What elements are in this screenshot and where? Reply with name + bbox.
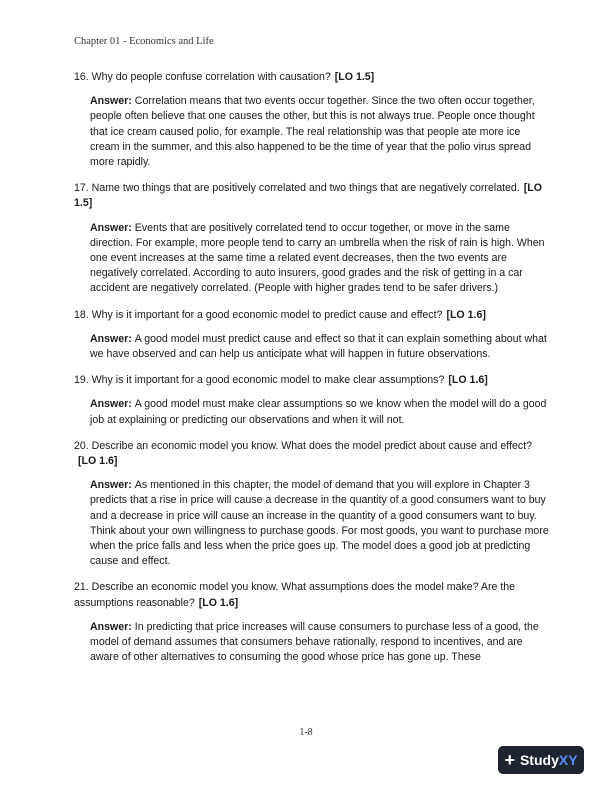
answer xyxy=(90,620,550,666)
answer-text: Events that are positively correlated tend to occur together, or move in the same direction. For example, more people tend to carry an umbrella when the risk of rain is high. When one event increases at the same time a related event decreases, then the two events are negatively correlated. According to auto insurers, good grades and the risk of getting in a car accident are negatively correlated. (People with higher grades tend to be safer drivers.) xyxy=(90,221,545,295)
learning-objective: [LO 1.6] xyxy=(198,596,239,609)
brand-accent: XY xyxy=(558,752,578,768)
qa-item xyxy=(74,181,550,296)
answer-text: A good model must make clear assumptions so we know when the model will do a good job at explaining or predicting our observations and when it will not. xyxy=(90,398,547,426)
qa-item xyxy=(74,70,550,170)
answer-label: Answer: xyxy=(90,479,132,492)
answer-label: Answer: xyxy=(90,221,132,234)
question-text: 19. Why is it important for a good economic model to make clear assumptions? xyxy=(74,374,445,387)
answer-text: A good model must predict cause and effect so that it can explain something about what we have observed and can help us anticipate what will happen in future observations. xyxy=(90,332,547,361)
brand-main: Study xyxy=(519,752,559,768)
qa-item xyxy=(74,580,550,665)
answer-text: In predicting that price increases will cause consumers to purchase less of a good, the model of demand assumes that consumers behave rationally, respond to incentives, and are aware of other alternatives to consuming the good whose price has gone up. These xyxy=(90,620,539,664)
brand-name xyxy=(520,752,578,768)
learning-objective: [LO 1.5] xyxy=(334,71,375,83)
question-text: 16. Why do people confuse correlation with causation? xyxy=(74,71,331,83)
qa-item xyxy=(74,373,550,428)
question xyxy=(74,580,550,610)
question xyxy=(74,308,550,323)
learning-objective: [LO 1.6] xyxy=(78,455,118,468)
learning-objective: [LO 1.6] xyxy=(446,308,486,321)
question-text: 21. Describe an economic model you know. What assumptions does the model make? Are the assumptions reasonable? xyxy=(74,581,516,609)
question xyxy=(74,373,550,388)
qa-item xyxy=(74,308,550,363)
question xyxy=(74,181,550,211)
question-text: 20. Describe an economic model you know. What does the model predict about cause and effect? xyxy=(74,439,532,452)
studyxy-badge[interactable] xyxy=(498,746,584,774)
question xyxy=(74,439,550,469)
question-text: 17. Name two things that are positively correlated and two things that are negatively correlated. xyxy=(74,182,520,195)
learning-objective: [LO 1.6] xyxy=(448,374,488,387)
plus-icon: + xyxy=(504,750,515,770)
page-number: 1-8 xyxy=(299,727,313,738)
answer-label: Answer: xyxy=(90,332,132,345)
question-text: 18. Why is it important for a good economic model to predict cause and effect? xyxy=(74,308,443,321)
answer-text: As mentioned in this chapter, the model of demand that you will explore in Chapter 3 predicts that a rise in price will cause a decrease in the quantity of a good consumers want to buy and a decrease in price will cause an increase in the quantity of a good consumers want to buy. Think about your own willingness to purchase goods. For most goods, you want to purchase more when the price falls and less when the price goes up. The model does a good job at predicting cause and effect. xyxy=(90,479,549,568)
answer xyxy=(90,397,550,427)
answer xyxy=(90,332,550,362)
learning-objective: [LO 1.5] xyxy=(74,182,543,210)
question xyxy=(74,70,550,85)
qa-content xyxy=(74,70,550,677)
qa-item xyxy=(74,439,550,570)
answer-label: Answer: xyxy=(90,398,132,411)
page-header: Chapter 01 - Economics and Life xyxy=(74,36,214,47)
answer xyxy=(90,478,550,569)
answer-text: Correlation means that two events occur together. Since the two often occur together, people often believe that one causes the other, but this is not always true. People once thought that ice cream caused polio, for example. The real relationship was that people ate more ice cream in the summer, and this also happened to be the time of year that the polio virus spread more rapidly. xyxy=(90,95,535,169)
answer-label: Answer: xyxy=(90,620,132,633)
answer xyxy=(90,221,550,297)
answer xyxy=(90,94,550,170)
answer-label: Answer: xyxy=(90,95,132,108)
